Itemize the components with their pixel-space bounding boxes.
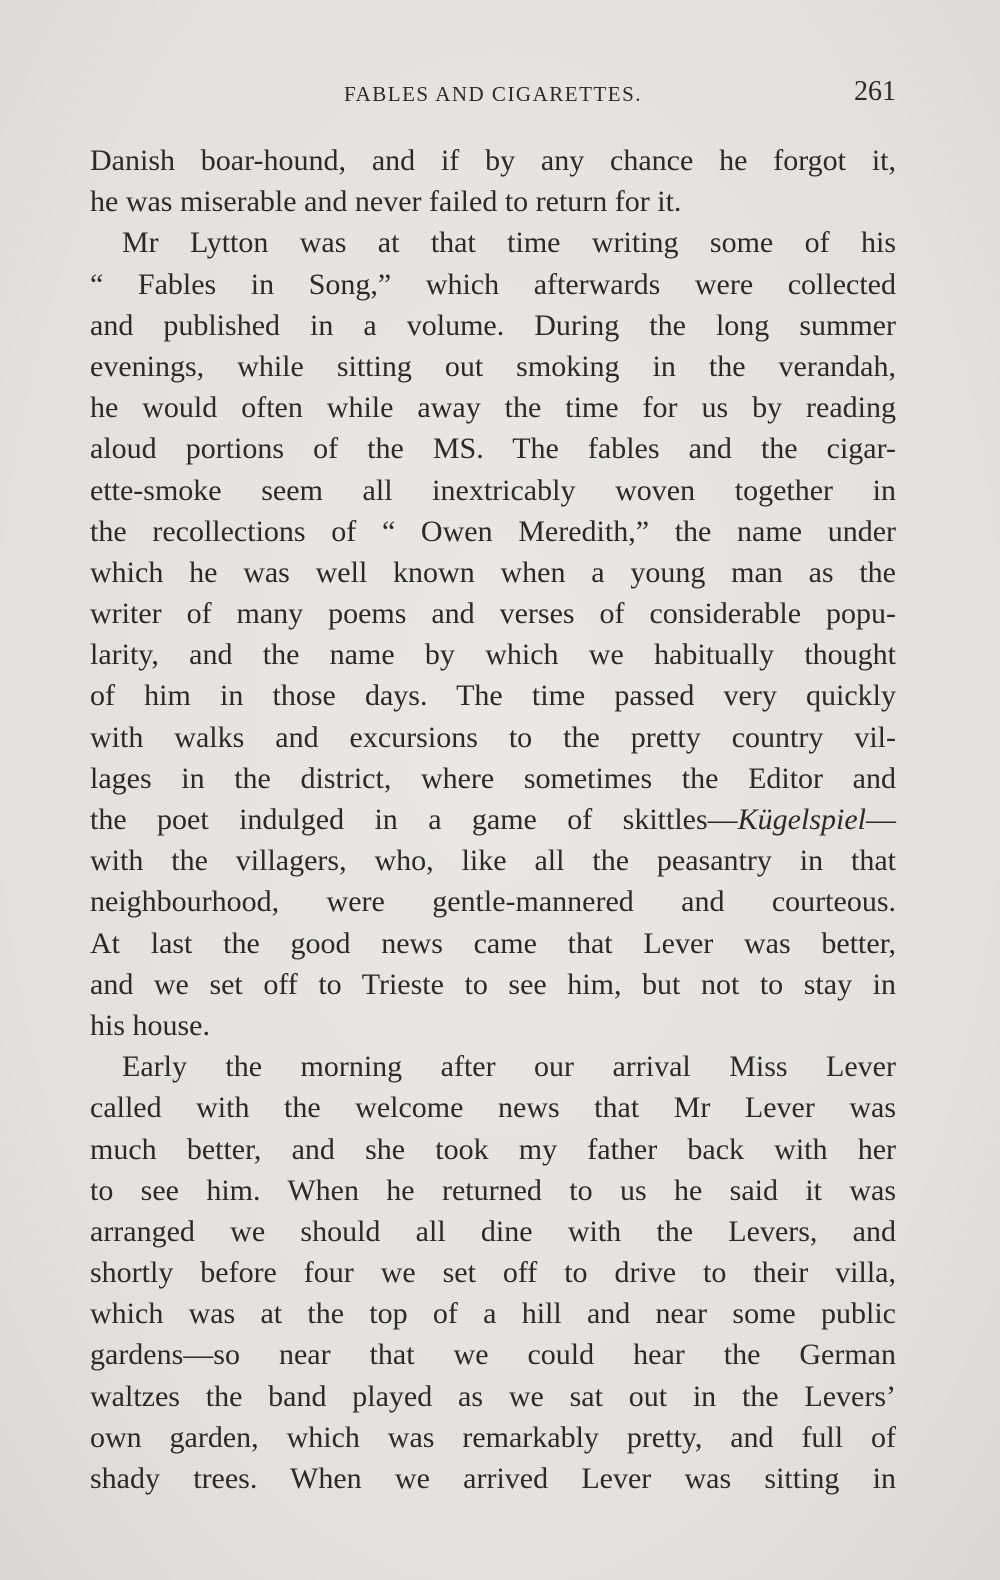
text-line: of him in those days. The time passed very quickly	[90, 679, 896, 713]
body-text	[90, 140, 896, 1499]
text-line: to see him. When he returned to us he said it was	[90, 1173, 896, 1207]
text-line: neighbourhood, were gentle-mannered and courteous.	[90, 885, 896, 919]
text-line: ette-smoke seem all inextricably woven together in	[90, 473, 896, 507]
text-line: with the villagers, who, like all the peasantry in that	[90, 844, 896, 878]
text-line: Early the morning after our arrival Miss Lever	[122, 1050, 896, 1084]
text-line: lages in the district, where sometimes the Editor and	[90, 761, 896, 795]
text-line: his house.	[90, 1008, 210, 1042]
text-line: with walks and excursions to the pretty country vil-	[90, 720, 896, 754]
text-line: which he was well known when a young man as the	[90, 555, 896, 589]
text-line: the recollections of “ Owen Meredith,” the name under	[90, 514, 896, 548]
text-line: and we set off to Trieste to see him, but not to stay in	[90, 967, 896, 1001]
text-line: shady trees. When we arrived Lever was sitting in	[90, 1462, 896, 1495]
running-title: FABLES AND CIGARETTES.	[343, 82, 643, 106]
text-line: gardens—so near that we could hear the German	[90, 1338, 896, 1372]
text-segment: the poet indulged in a game of skittles—	[90, 803, 738, 836]
text-line: own garden, which was remarkably pretty, and full of	[90, 1420, 896, 1454]
page-number: 261	[854, 76, 896, 107]
text-line: “ Fables in Song,” which afterwards were collected	[90, 267, 896, 301]
text-line: writer of many poems and verses of considerable popu-	[90, 597, 896, 631]
text-line: much better, and she took my father back with her	[90, 1132, 896, 1166]
text-line: waltzes the band played as we sat out in the Levers’	[90, 1379, 896, 1413]
text-segment: —	[866, 803, 896, 836]
text-line: and published in a volume. During the long summer	[90, 308, 896, 342]
text-line-with-italic	[90, 799, 896, 840]
text-line: evenings, while sitting out smoking in the verandah,	[90, 349, 896, 383]
text-line: which was at the top of a hill and near some public	[90, 1297, 896, 1331]
text-line: called with the welcome news that Mr Lever was	[90, 1091, 896, 1125]
text-line: Mr Lytton was at that time writing some of his	[122, 226, 896, 260]
italic-word: Kügelspiel	[737, 803, 866, 836]
running-head	[90, 76, 896, 112]
text-line: he was miserable and never failed to return for it.	[90, 185, 682, 219]
text-line: he would often while away the time for us by reading	[90, 391, 896, 425]
text-line: At last the good news came that Lever was better,	[90, 926, 896, 960]
text-line: Danish boar-hound, and if by any chance he forgot it,	[90, 144, 896, 177]
text-line: aloud portions of the MS. The fables and the cigar-	[90, 432, 896, 466]
text-line: arranged we should all dine with the Levers, and	[90, 1214, 896, 1248]
text-line: larity, and the name by which we habitually thought	[90, 638, 896, 672]
text-line: shortly before four we set off to drive to their villa,	[90, 1256, 896, 1290]
